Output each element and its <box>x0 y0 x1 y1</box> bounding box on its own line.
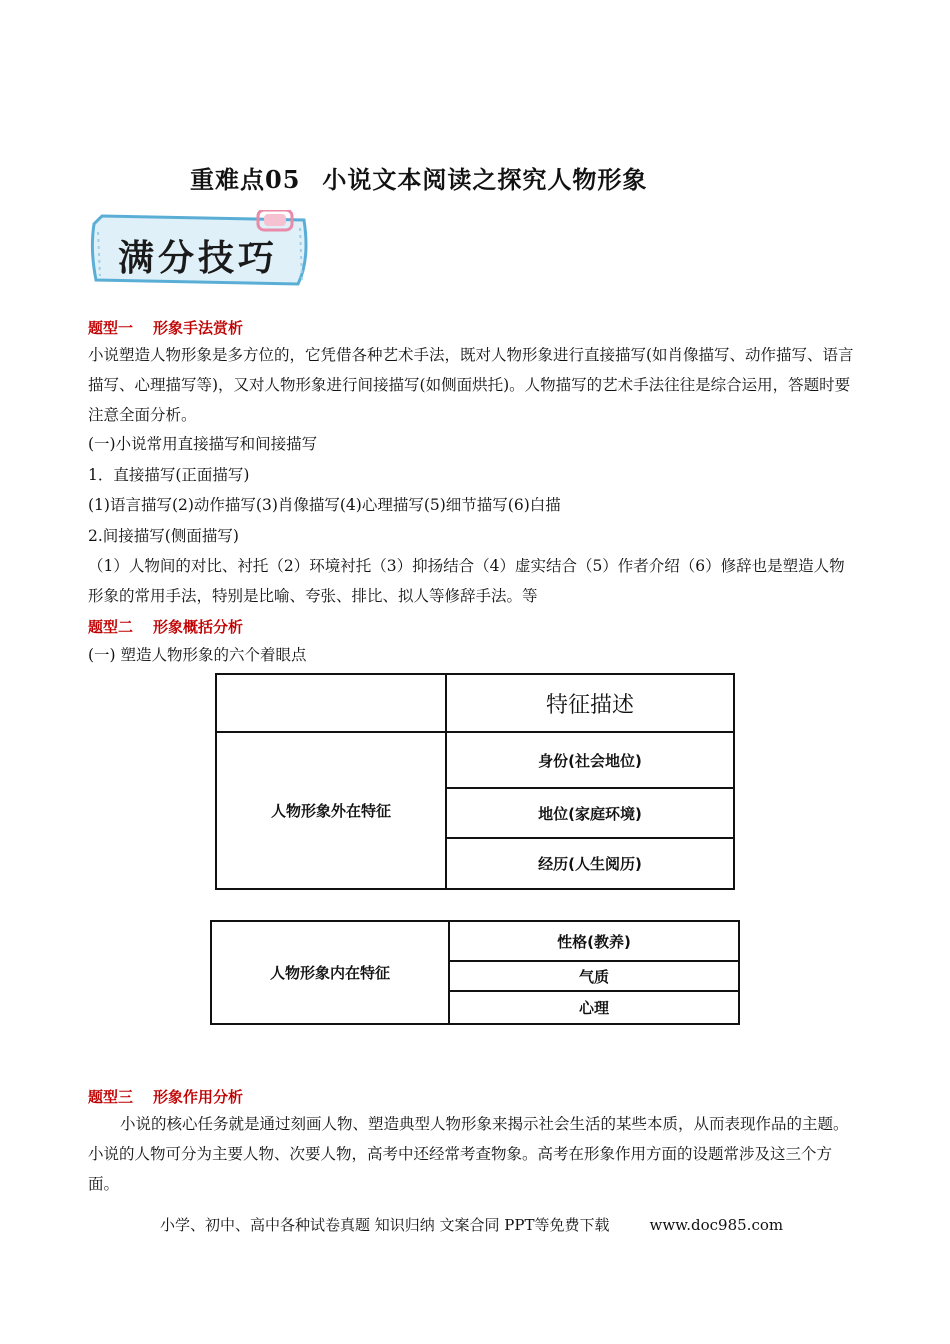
item-2: 2.间接描写(侧面描写) <box>88 527 239 545</box>
item-1-list: (1)语言描写(2)动作描写(3)肖像描写(4)心理描写(5)细节描写(6)白描 <box>88 496 561 514</box>
table-corner-cell <box>216 674 446 732</box>
type2-heading: 题型二 形象概括分析 <box>88 618 244 636</box>
page-title <box>190 160 647 195</box>
type1-paragraph: 小说塑造人物形象是多方位的，它凭借各种艺术手法，既对人物形象进行直接描写(如肖像描写、动作描写、语言描写、心理描写等)，又对人物形象进行间接描写(如侧面烘托)。人物描写的艺术手法往往是综合运用，答题时要注意全面分析。 <box>88 346 854 424</box>
footer-text: 小学、初中、高中各种试卷真题 知识归纳 文案合同 PPT等免费下载 <box>160 1216 610 1234</box>
table-cell: 经历(人生阅历) <box>446 838 734 889</box>
title-text: 小说文本阅读之探究人物形象 <box>322 165 648 194</box>
table-cell: 心理 <box>449 991 739 1024</box>
badge-text: 满分技巧 <box>118 238 279 279</box>
internal-traits-label: 人物形象内在特征 <box>211 921 449 1024</box>
type3-paragraph: 小说的核心任务就是通过刻画人物、塑造典型人物形象来揭示社会生活的某些本质，从而表现作品的主题。小说的人物可分为主要人物、次要人物，高考中还经常考查物象。高考在形象作用方面的设题常涉及这三个方面。 <box>88 1115 849 1193</box>
footer <box>160 1214 783 1235</box>
external-traits-label: 人物形象外在特征 <box>216 732 446 889</box>
item-2-list: （1）人物间的对比、衬托（2）环境衬托（3）抑扬结合（4）虚实结合（5）作者介绍（6）修辞也是塑造人物形象的常用手法，特别是比喻、夸张、排比、拟人等修辞手法。等 <box>88 557 845 605</box>
type1-heading: 题型一 形象手法赏析 <box>88 319 244 337</box>
table-header: 特征描述 <box>446 674 734 732</box>
table-cell: 性格(教养) <box>449 921 739 961</box>
subheading-2: (一) 塑造人物形象的六个着眼点 <box>88 646 307 664</box>
table-cell: 气质 <box>449 961 739 991</box>
internal-traits-table <box>210 920 740 1025</box>
subheading-1: (一)小说常用直接描写和间接描写 <box>88 435 318 453</box>
type3-heading: 题型三 形象作用分析 <box>88 1088 244 1106</box>
footer-site-link[interactable]: www.doc985.com <box>649 1216 784 1234</box>
external-traits-table <box>215 673 735 890</box>
table-cell: 地位(家庭环境) <box>446 788 734 838</box>
table-cell: 身份(社会地位) <box>446 732 734 788</box>
item-1: 1．直接描写(正面描写) <box>88 466 250 484</box>
title-code: 重难点05 <box>190 165 301 194</box>
